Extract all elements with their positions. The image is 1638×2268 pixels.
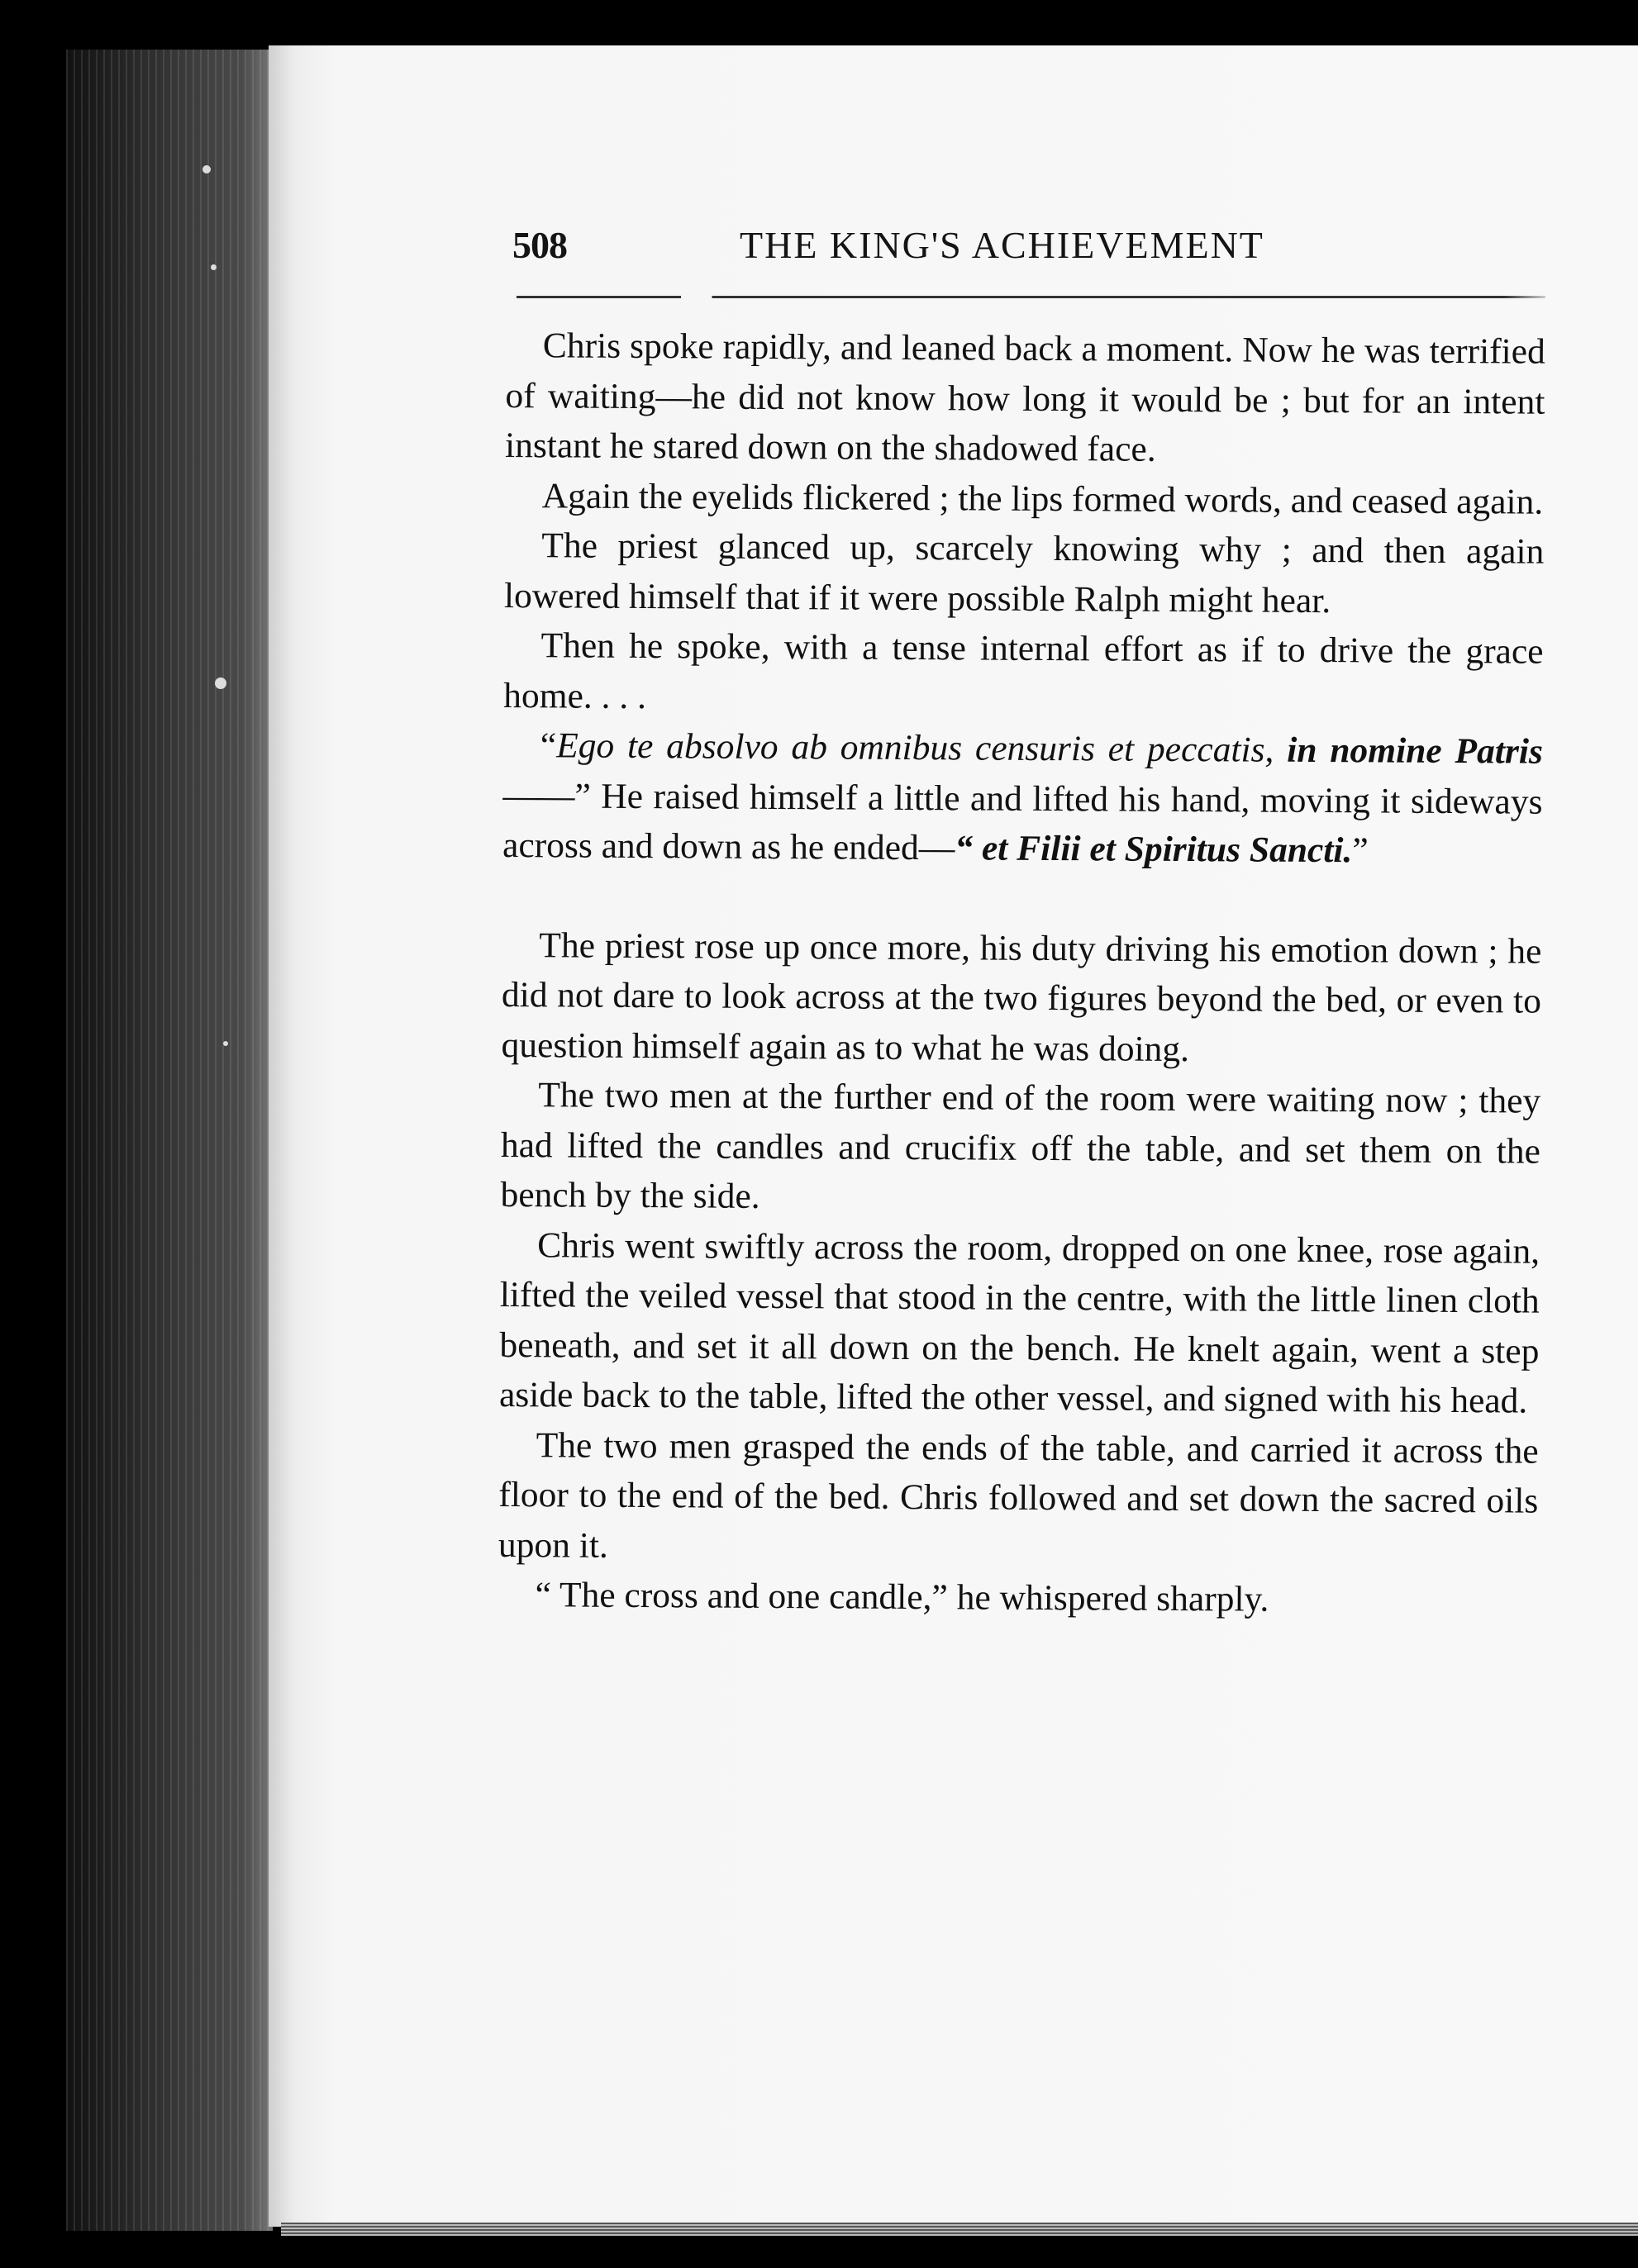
latin-phrase-bold: “ et Filii et Spiritus Sancti. — [955, 828, 1353, 871]
absolution-paragraph — [502, 720, 1543, 877]
paragraph: Again the eyelids flickered ; the lips formed words, and ceased again. — [541, 475, 1544, 522]
spine-speck — [211, 264, 217, 270]
narration: He raised himself a little and lifted his hand, moving it sideways across and down as he ended— — [502, 776, 1543, 868]
spine-speck — [202, 165, 211, 174]
book-spine — [66, 50, 273, 2231]
paragraph: “ The cross and one candle,” he whispered sharply. — [535, 1575, 1269, 1619]
spine-texture — [66, 50, 273, 2231]
paragraph: Then he spoke, with a tense internal effort as if to drive the grace home. . . . — [503, 625, 1544, 716]
page-stack-edge — [281, 2223, 1638, 2236]
spine-speck — [223, 1041, 228, 1046]
paragraph: Chris went swiftly across the room, dropped on one knee, rose again, lifted the veiled vessel that stood in the centre, with the little linen cloth beneath, and set it all down on the bench. He knelt again, went a step aside back to the table, lifted the other vessel, and signed with his head. — [498, 1224, 1540, 1421]
paragraph: The priest glanced up, scarcely knowing why ; and then again lowered himself that if it were possible Ralph might hear. — [503, 525, 1545, 620]
header-rule — [517, 296, 1545, 298]
paragraph: Chris spoke rapidly, and leaned back a moment. Now he was terrified of waiting—he did not know how long it would be ; but for an intent instant he stared down on the shadowed face. — [504, 326, 1545, 469]
latin-phrase: Ego te absolvo ab omnibus censuris et peccatis, — [556, 725, 1274, 770]
dash-close-quote: ——” — [502, 775, 591, 816]
open-quote: “ — [540, 725, 557, 766]
paragraph: The two men at the further end of the room were waiting now ; they had lifted the candles and crucifix off the table, and set them on the bench by the side. — [500, 1075, 1541, 1216]
page-header — [512, 223, 1545, 281]
latin-phrase-bold: in nomine Patris — [1287, 730, 1543, 772]
paragraph: The two men grasped the ends of the table, and carried it across the floor to the end of the bed. Chris followed and set down the sacred oils upon it. — [498, 1424, 1539, 1566]
body-text — [498, 321, 1545, 1626]
page-number: 508 — [512, 224, 567, 266]
close-quote: ” — [1352, 830, 1369, 871]
spine-speck — [215, 678, 226, 689]
running-title: THE KING'S ACHIEVEMENT — [740, 224, 1264, 266]
paragraph: The priest rose up once more, his duty driving his emotion down ; he did not dare to look across at the two figures beyond the bed, or even to question himself again as to what he was doing. — [501, 925, 1542, 1069]
section-gap — [502, 870, 1542, 926]
